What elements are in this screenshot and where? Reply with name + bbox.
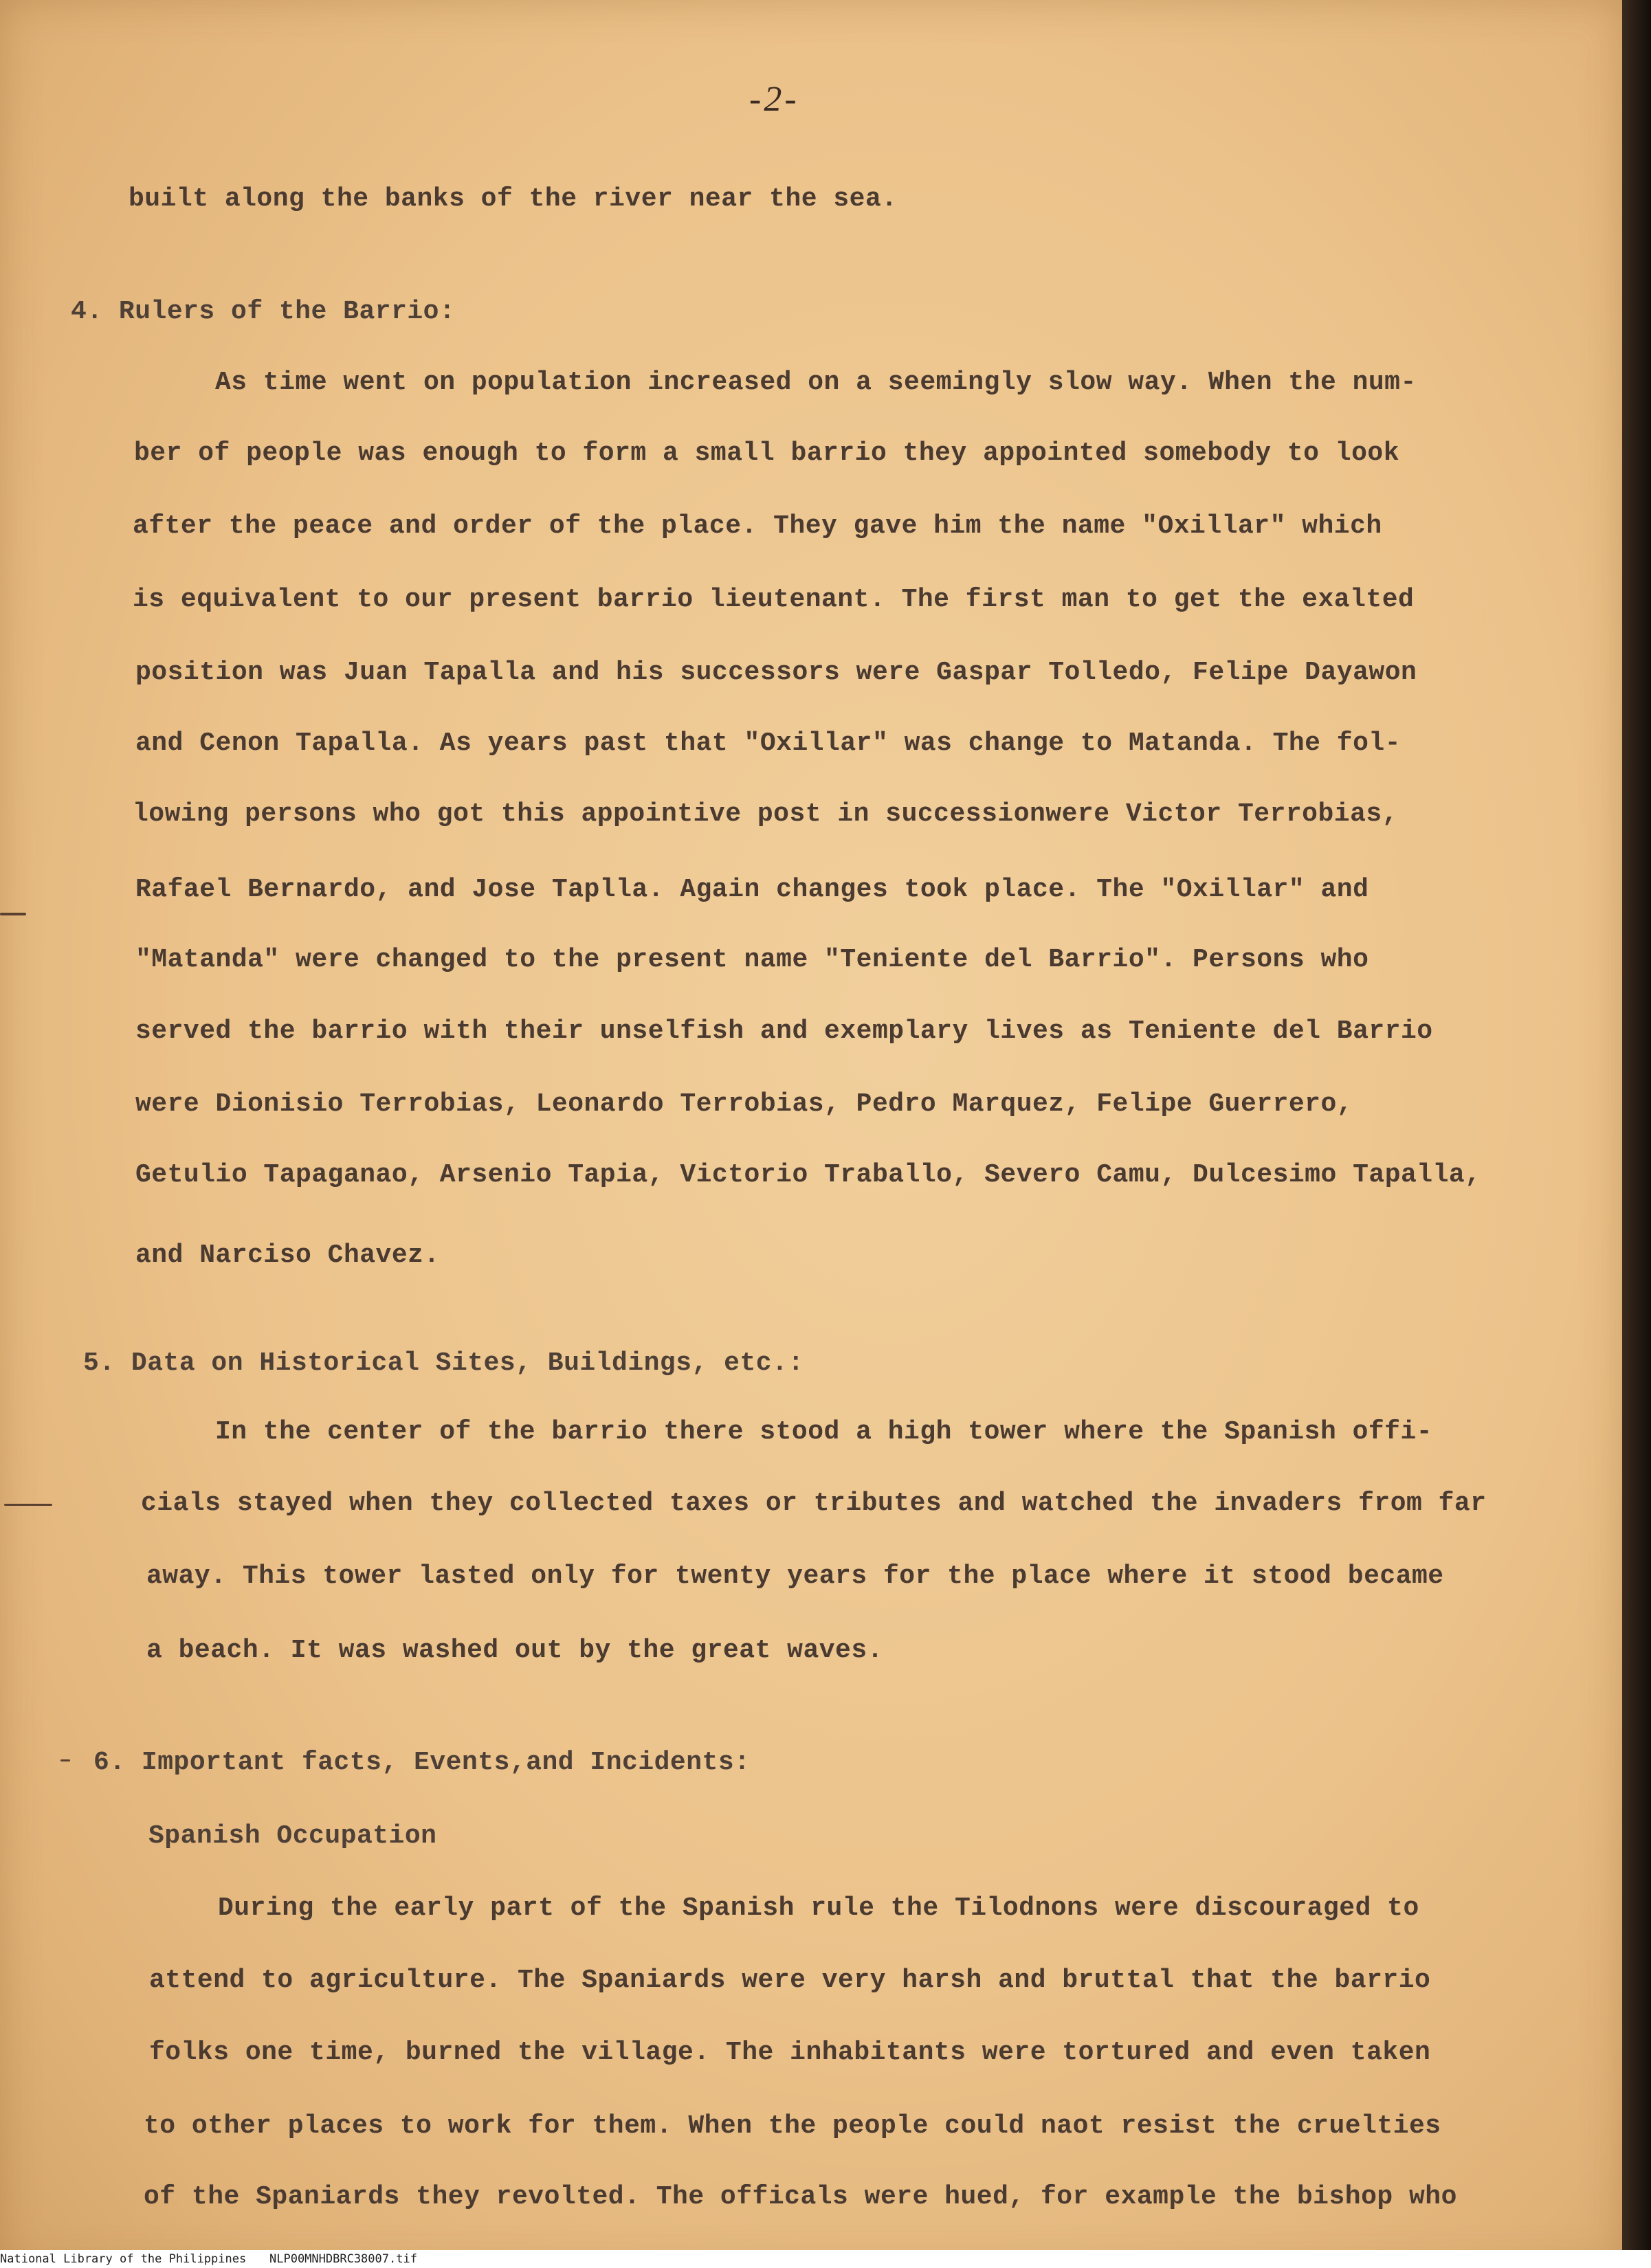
text-line-20: attend to agriculture. The Spaniards were very harsh and bruttal that the barrio <box>149 1966 1431 1995</box>
text-line-2: As time went on population increased on a seemingly slow way. When the num- <box>215 368 1417 397</box>
section-heading-historical-sites: 5. Data on Historical Sites, Buildings, etc.: <box>83 1348 804 1378</box>
section-heading-important-facts: 6. Important facts, Events,and Incidents: <box>93 1748 751 1777</box>
text-line-7: and Cenon Tapalla. As years past that "Oxillar" was change to Matanda. The fol- <box>135 729 1401 758</box>
scan-background <box>1622 0 1651 2268</box>
text-line-19: During the early part of the Spanish rule the Tilodnons were discouraged to <box>218 1893 1419 1923</box>
text-line-9: Rafael Bernardo, and Jose Taplla. Again changes took place. The "Oxillar" and <box>135 875 1369 904</box>
text-line-23: of the Spaniards they revolted. The officals were hued, for example the bishop who <box>144 2182 1457 2212</box>
text-line-10: "Matanda" were changed to the present name "Teniente del Barrio". Persons who <box>135 945 1369 975</box>
text-line-22: to other places to work for them. When the people could naot resist the cruelties <box>144 2111 1441 2141</box>
text-line-18: a beach. It was washed out by the great waves. <box>146 1636 883 1665</box>
text-line-11: served the barrio with their unselfish and exemplary lives as Teniente del Barrio <box>135 1016 1433 1046</box>
section-heading-rulers: 4. Rulers of the Barrio: <box>71 297 456 326</box>
text-line-8: lowing persons who got this appointive post in successionwere Victor Terrobias, <box>133 799 1398 829</box>
scan-footer <box>0 2250 1651 2268</box>
text-line-21: folks one time, burned the village. The inhabitants were tortured and even taken <box>149 2038 1431 2067</box>
text-line-17: away. This tower lasted only for twenty years for the place where it stood became <box>146 1561 1444 1591</box>
text-line-1: built along the banks of the river near the sea. <box>129 184 898 214</box>
page-number: -2- <box>749 80 799 119</box>
text-line-15: In the center of the barrio there stood a high tower where the Spanish offi- <box>215 1417 1433 1447</box>
text-line-16: cials stayed when they collected taxes or tributes and watched the invaders from far <box>141 1489 1487 1518</box>
footer-file-id: NLP00MNHDBRC38007.tif <box>269 2252 417 2266</box>
margin-mark <box>0 913 26 915</box>
margin-mark <box>60 1759 70 1761</box>
subheading-spanish-occupation: Spanish Occupation <box>148 1821 437 1851</box>
text-line-14: and Narciso Chavez. <box>135 1241 440 1270</box>
text-line-13: Getulio Tapaganao, Arsenio Tapia, Victorio Traballo, Severo Camu, Dulcesimo Tapalla, <box>135 1160 1481 1190</box>
text-line-5: is equivalent to our present barrio lieutenant. The first man to get the exalted <box>133 585 1415 614</box>
text-line-12: were Dionisio Terrobias, Leonardo Terrobias, Pedro Marquez, Felipe Guerrero, <box>135 1089 1353 1119</box>
margin-mark <box>4 1504 52 1506</box>
text-line-6: position was Juan Tapalla and his successors were Gaspar Tolledo, Felipe Dayawon <box>135 658 1417 687</box>
text-line-3: ber of people was enough to form a small barrio they appointed somebody to look <box>134 438 1399 468</box>
footer-library-name: National Library of the Philippines <box>0 2252 247 2266</box>
text-line-4: after the peace and order of the place. They gave him the name "Oxillar" which <box>133 511 1382 541</box>
